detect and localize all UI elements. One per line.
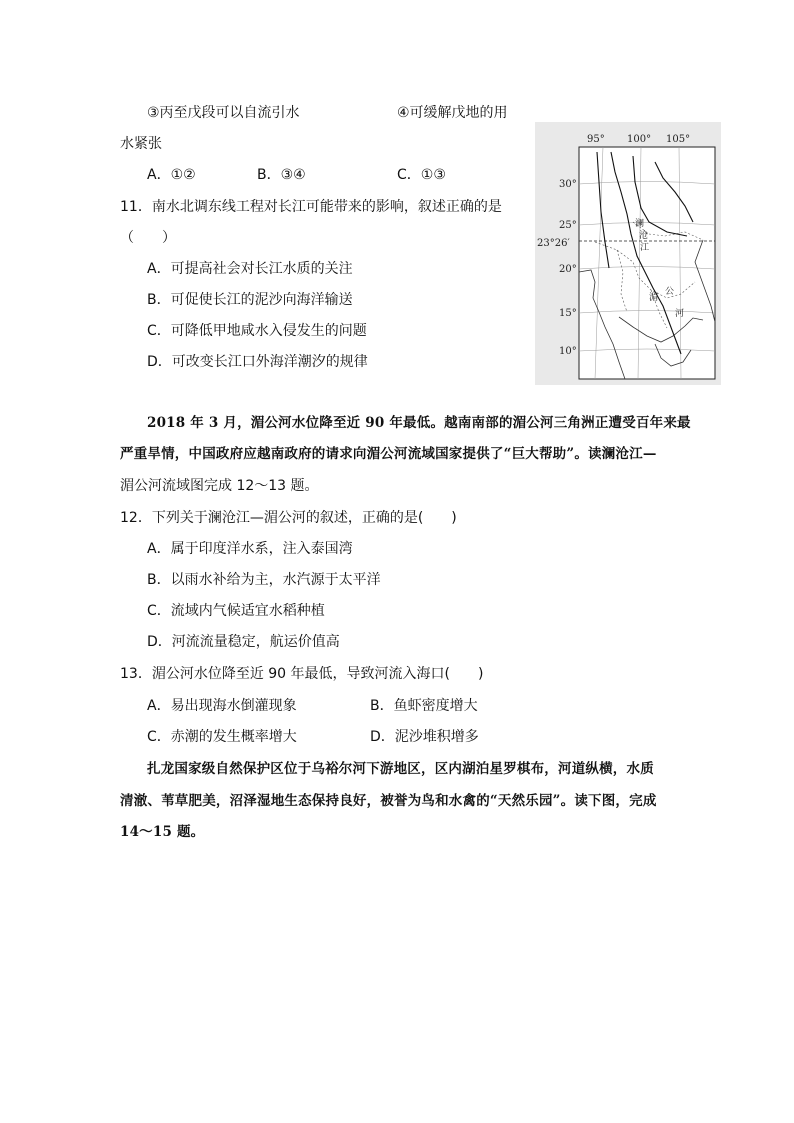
q12-option-d: D．河流流量稳定，航运价值高	[147, 634, 340, 650]
passage1-line1: 2018 年 3 月，湄公河水位降至近 90 年最低。越南南部的湄公河三角洲正遭受百年来最	[147, 415, 691, 431]
map-lon-label: 95°	[587, 134, 605, 145]
map-river-lower-char: 公	[665, 287, 675, 297]
passage1-line3: 湄公河流域图完成 12～13 题。	[120, 478, 319, 494]
q12-option-c: C．流域内气候适宜水稻种植	[147, 603, 325, 619]
q11-stem: 11．南水北调东线工程对长江可能带来的影响，叙述正确的是	[120, 199, 502, 215]
q10-option-3: ③丙至戊段可以自流引水	[147, 105, 300, 121]
q13-option-a: A．易出现海水倒灌现象	[147, 698, 297, 714]
passage2-line3: 14～15 题。	[120, 824, 205, 840]
q11-option-c: C．可降低甲地咸水入侵发生的问题	[147, 323, 367, 339]
map-lat-label: 15°	[559, 308, 577, 319]
q11-option-a: A．可提高社会对长江水质的关注	[147, 261, 353, 277]
q10-choice-a: A．①②	[147, 167, 196, 183]
map-lon-label: 105°	[666, 134, 691, 145]
passage2-line1: 扎龙国家级自然保护区位于乌裕尔河下游地区，区内湖泊星罗棋布，河道纵横，水质	[147, 761, 654, 777]
q12-option-a: A．属于印度洋水系，注入泰国湾	[147, 541, 353, 557]
q11-option-d: D．可改变长江口外海洋潮汐的规律	[147, 354, 368, 370]
q13-option-b: B．鱼虾密度增大	[370, 698, 478, 714]
q10-option-4-continuation: 水紧张	[120, 136, 162, 152]
map-river-lower-char: 河	[675, 309, 685, 319]
q11-answer-bracket: （ ）	[120, 230, 176, 246]
q10-choice-b: B．③④	[257, 167, 306, 183]
map-river-upper-char: 江	[640, 243, 650, 253]
map-river-upper-char: 沧	[639, 231, 649, 241]
q10-option-4: ④可缓解戊地的用	[397, 105, 508, 121]
map-lat-label: 30°	[559, 179, 577, 190]
lancang-mekong-map	[535, 122, 721, 385]
map-lat-label: 20°	[559, 264, 577, 275]
passage1-line2: 严重旱情，中国政府应越南政府的请求向湄公河流域国家提供了“巨大帮助”。读澜沧江—	[120, 446, 657, 462]
q13-option-c: C．赤潮的发生概率增大	[147, 729, 297, 745]
map-river-upper-char: 澜	[635, 219, 645, 229]
map-lat-label: 10°	[559, 346, 577, 357]
q12-option-b: B．以雨水补给为主，水汽源于太平洋	[147, 572, 381, 588]
map-lat-label: 25°	[559, 220, 577, 231]
map-lat-label: 23°26′	[537, 238, 570, 249]
q13-stem: 13．湄公河水位降至近 90 年最低，导致河流入海口( )	[120, 666, 484, 682]
map-river-lower-char: 湄	[649, 293, 659, 303]
map-lon-label: 100°	[627, 134, 652, 145]
q12-stem: 12．下列关于澜沧江—湄公河的叙述，正确的是( )	[120, 510, 457, 526]
passage2-line2: 清澈、苇草肥美，沼泽湿地生态保持良好，被誉为鸟和水禽的“天然乐园”。读下图，完成	[120, 793, 657, 809]
q10-choice-c: C．①③	[397, 167, 446, 183]
q13-option-d: D．泥沙堆积增多	[370, 729, 479, 745]
q11-option-b: B．可促使长江的泥沙向海洋输送	[147, 292, 353, 308]
